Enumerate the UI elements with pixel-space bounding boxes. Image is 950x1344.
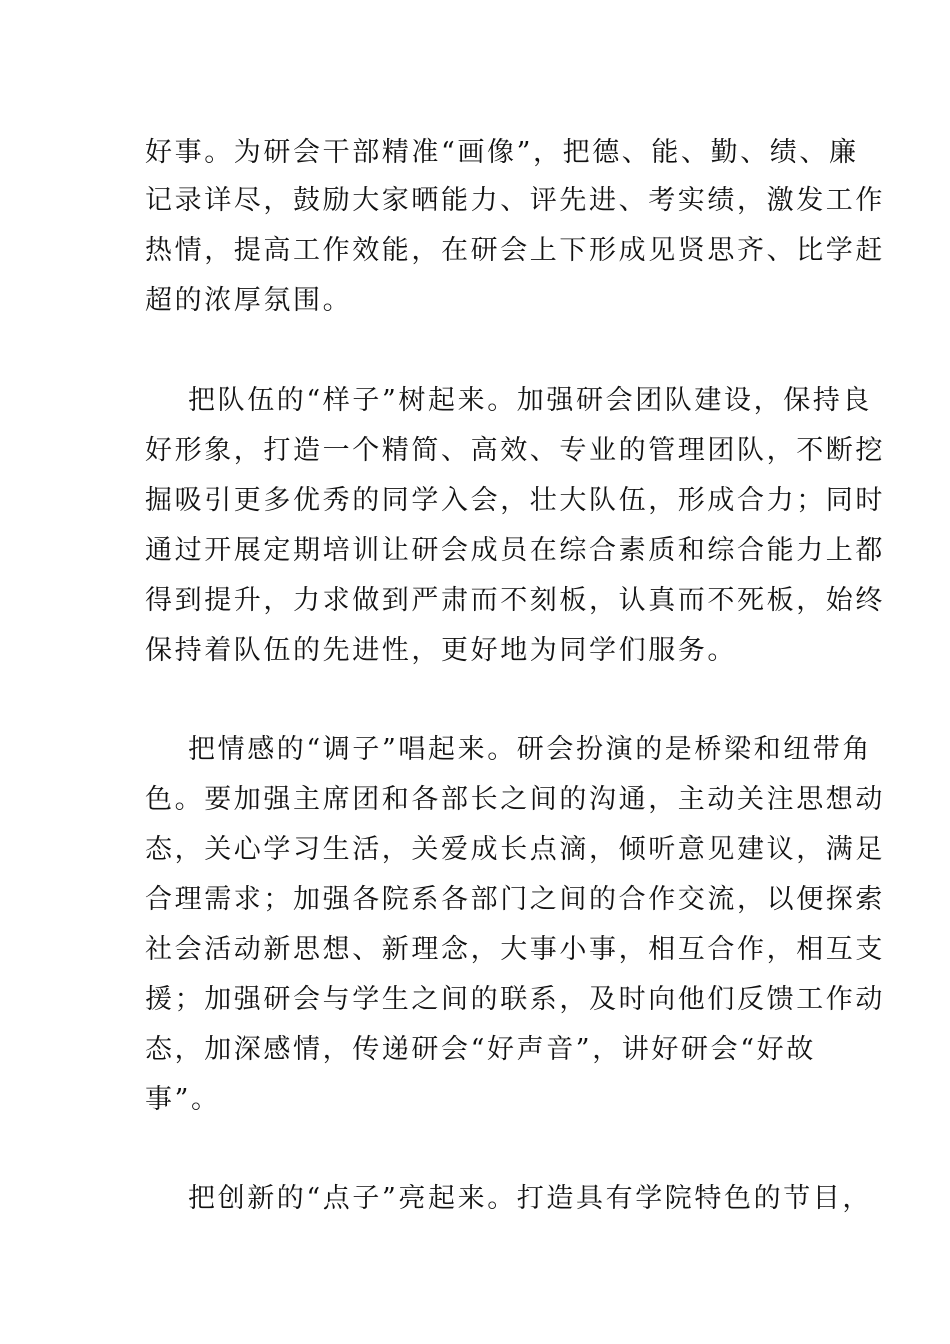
text-line: 态，加深感情，传递研会“好声音”，讲好研会“好故	[145, 1034, 816, 1065]
text-line: 记录详尽，鼓励大家晒能力、评先进、考实绩，激发工作	[145, 185, 885, 216]
text-line: 得到提升，力求做到严肃而不刻板，认真而不死板，始终	[145, 585, 885, 616]
text-line: 合理需求；加强各院系各部门之间的合作交流，以便探索	[145, 884, 885, 915]
text-line: 通过开展定期培训让研会成员在综合素质和综合能力上都	[145, 535, 885, 566]
text-line: 保持着队伍的先进性，更好地为同学们服务。	[145, 635, 737, 666]
text-line: 社会活动新思想、新理念，大事小事，相互合作，相互支	[145, 934, 885, 965]
text-line: 超的浓厚氛围。	[145, 285, 353, 316]
text-line: 事”。	[145, 1084, 221, 1115]
text-line: 掘吸引更多优秀的同学入会，壮大队伍，形成合力；同时	[145, 485, 885, 516]
text-line: 把创新的“点子”亮起来。打造具有学院特色的节目，	[188, 1183, 873, 1214]
text-line: 态，关心学习生活，关爱成长点滴，倾听意见建议，满足	[145, 834, 885, 865]
text-line: 援；加强研会与学生之间的联系，及时向他们反馈工作动	[145, 984, 885, 1015]
text-line: 色。要加强主席团和各部长之间的沟通，主动关注思想动	[145, 784, 885, 815]
text-line: 好事。为研会干部精准“画像”，把德、能、勤、绩、廉	[145, 137, 859, 168]
text-line: 好形象，打造一个精简、高效、专业的管理团队，不断挖	[145, 435, 885, 466]
text-line: 把情感的“调子”唱起来。研会扮演的是桥梁和纽带角	[188, 734, 873, 765]
text-line: 热情，提高工作效能，在研会上下形成见贤思齐、比学赶	[145, 235, 885, 266]
text-line: 把队伍的“样子”树起来。加强研会团队建设，保持良	[188, 385, 873, 416]
